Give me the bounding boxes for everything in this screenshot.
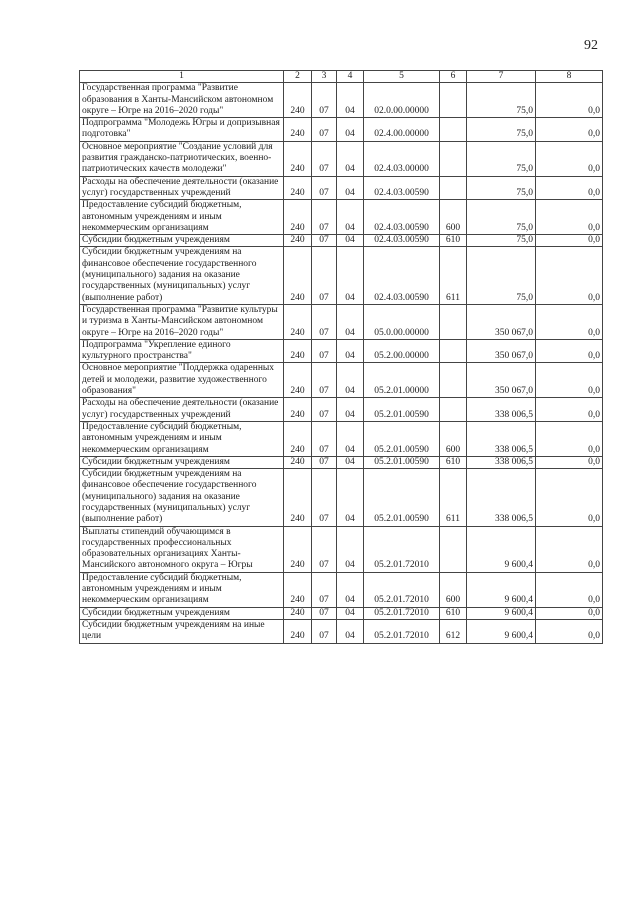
row-col2-cell: 240 — [284, 235, 312, 247]
row-col4-cell: 04 — [337, 398, 364, 422]
row-col4-cell: 04 — [337, 619, 364, 643]
row-col7-cell: 75,0 — [467, 141, 536, 176]
row-col2-cell: 240 — [284, 363, 312, 398]
row-col8-cell: 0,0 — [536, 200, 603, 235]
table-row — [80, 572, 603, 607]
row-name-cell: Субсидии бюджетным учреждениям на финансовое обеспечение государственного (муниципального) задания на оказание государственных (муниципальных) услуг (выполнение работ) — [80, 247, 284, 304]
row-name-cell: Подпрограмма "Молодежь Югры и допризывная подготовка" — [80, 118, 284, 142]
row-col6-cell — [440, 304, 467, 339]
row-name-cell: Предоставление субсидий бюджетным, автономным учреждениям и иным некоммерческим организациям — [80, 200, 284, 235]
table-row — [80, 456, 603, 468]
row-col7-cell: 338 006,5 — [467, 398, 536, 422]
row-col6-cell: 611 — [440, 247, 467, 304]
row-col7-cell: 75,0 — [467, 200, 536, 235]
row-col7-cell: 338 006,5 — [467, 456, 536, 468]
row-col5-cell: 05.2.01.72010 — [364, 607, 440, 619]
table-row — [80, 83, 603, 118]
row-col5-cell: 02.4.00.00000 — [364, 118, 440, 142]
row-col6-cell: 600 — [440, 421, 467, 456]
row-name-cell: Государственная программа "Развитие образования в Ханты-Мансийском автономном округе – Югре на 2016–2020 годы" — [80, 83, 284, 118]
row-col7-cell: 75,0 — [467, 247, 536, 304]
row-col4-cell: 04 — [337, 235, 364, 247]
row-col2-cell: 240 — [284, 398, 312, 422]
row-col7-cell: 9 600,4 — [467, 526, 536, 572]
row-col3-cell: 07 — [312, 200, 337, 235]
row-name-cell: Выплаты стипендий обучающимся в государственных профессиональных образовательных организациях Ханты-Мансийского автономного округа – Югры — [80, 526, 284, 572]
row-col6-cell — [440, 176, 467, 200]
row-col3-cell: 07 — [312, 141, 337, 176]
row-col7-cell: 9 600,4 — [467, 607, 536, 619]
row-col8-cell: 0,0 — [536, 421, 603, 456]
row-col4-cell: 04 — [337, 456, 364, 468]
row-col7-cell: 350 067,0 — [467, 339, 536, 363]
row-name-cell: Расходы на обеспечение деятельности (оказание услуг) государственных учреждений — [80, 176, 284, 200]
row-col4-cell: 04 — [337, 200, 364, 235]
row-col3-cell: 07 — [312, 456, 337, 468]
row-col7-cell: 75,0 — [467, 235, 536, 247]
row-col3-cell: 07 — [312, 118, 337, 142]
row-col7-cell: 75,0 — [467, 83, 536, 118]
row-col4-cell: 04 — [337, 339, 364, 363]
row-col5-cell: 05.2.01.00590 — [364, 421, 440, 456]
row-col8-cell: 0,0 — [536, 339, 603, 363]
row-name-cell: Расходы на обеспечение деятельности (оказание услуг) государственных учреждений — [80, 398, 284, 422]
table-row — [80, 200, 603, 235]
table-row — [80, 141, 603, 176]
budget-table — [79, 70, 603, 644]
column-header: 4 — [337, 71, 364, 83]
row-col5-cell: 05.0.00.00000 — [364, 304, 440, 339]
row-col3-cell: 07 — [312, 398, 337, 422]
row-col2-cell: 240 — [284, 526, 312, 572]
row-col3-cell: 07 — [312, 469, 337, 526]
row-col3-cell: 07 — [312, 363, 337, 398]
row-col7-cell: 75,0 — [467, 118, 536, 142]
row-col3-cell: 07 — [312, 526, 337, 572]
table-row — [80, 118, 603, 142]
row-col8-cell: 0,0 — [536, 607, 603, 619]
row-col2-cell: 240 — [284, 572, 312, 607]
row-col6-cell — [440, 339, 467, 363]
row-col8-cell: 0,0 — [536, 619, 603, 643]
row-col7-cell: 9 600,4 — [467, 619, 536, 643]
row-col3-cell: 07 — [312, 304, 337, 339]
row-col8-cell: 0,0 — [536, 141, 603, 176]
row-col4-cell: 04 — [337, 118, 364, 142]
row-col4-cell: 04 — [337, 176, 364, 200]
row-name-cell: Субсидии бюджетным учреждениям — [80, 607, 284, 619]
table-row — [80, 398, 603, 422]
table-row — [80, 176, 603, 200]
row-col7-cell: 350 067,0 — [467, 363, 536, 398]
column-header: 1 — [80, 71, 284, 83]
table-row — [80, 469, 603, 526]
row-col5-cell: 02.4.03.00590 — [364, 200, 440, 235]
row-col3-cell: 07 — [312, 619, 337, 643]
row-col6-cell — [440, 141, 467, 176]
table-row — [80, 607, 603, 619]
row-col2-cell: 240 — [284, 607, 312, 619]
row-col8-cell: 0,0 — [536, 363, 603, 398]
row-col5-cell: 02.4.03.00590 — [364, 235, 440, 247]
row-col3-cell: 07 — [312, 572, 337, 607]
row-col7-cell: 338 006,5 — [467, 469, 536, 526]
row-col8-cell: 0,0 — [536, 304, 603, 339]
row-col4-cell: 04 — [337, 363, 364, 398]
row-col5-cell: 02.4.03.00590 — [364, 176, 440, 200]
row-col4-cell: 04 — [337, 607, 364, 619]
row-col2-cell: 240 — [284, 83, 312, 118]
row-col2-cell: 240 — [284, 456, 312, 468]
row-col2-cell: 240 — [284, 118, 312, 142]
row-col3-cell: 07 — [312, 607, 337, 619]
column-header: 5 — [364, 71, 440, 83]
row-col6-cell — [440, 83, 467, 118]
column-header: 8 — [536, 71, 603, 83]
row-col8-cell: 0,0 — [536, 235, 603, 247]
row-col5-cell: 02.4.03.00000 — [364, 141, 440, 176]
table-row — [80, 304, 603, 339]
row-col3-cell: 07 — [312, 421, 337, 456]
row-col6-cell: 610 — [440, 456, 467, 468]
row-col8-cell: 0,0 — [536, 572, 603, 607]
row-name-cell: Предоставление субсидий бюджетным, автономным учреждениям и иным некоммерческим организациям — [80, 421, 284, 456]
row-col6-cell: 610 — [440, 607, 467, 619]
row-col8-cell: 0,0 — [536, 247, 603, 304]
table-row — [80, 339, 603, 363]
row-col5-cell: 05.2.01.72010 — [364, 619, 440, 643]
row-col6-cell: 612 — [440, 619, 467, 643]
row-col2-cell: 240 — [284, 141, 312, 176]
row-col6-cell: 600 — [440, 200, 467, 235]
table-row — [80, 526, 603, 572]
row-col8-cell: 0,0 — [536, 83, 603, 118]
row-col4-cell: 04 — [337, 141, 364, 176]
row-col4-cell: 04 — [337, 304, 364, 339]
row-name-cell: Государственная программа "Развитие культуры и туризма в Ханты-Мансийском автономном округе – Югре на 2016–2020 годы" — [80, 304, 284, 339]
row-col4-cell: 04 — [337, 83, 364, 118]
table-body — [80, 83, 603, 643]
row-col2-cell: 240 — [284, 421, 312, 456]
row-name-cell: Подпрограмма "Укрепление единого культурного пространства" — [80, 339, 284, 363]
row-col6-cell: 611 — [440, 469, 467, 526]
row-col5-cell: 05.2.00.00000 — [364, 339, 440, 363]
row-col7-cell: 338 006,5 — [467, 421, 536, 456]
row-col7-cell: 75,0 — [467, 176, 536, 200]
row-name-cell: Субсидии бюджетным учреждениям на финансовое обеспечение государственного (муниципального) задания на оказание государственных (муниципальных) услуг (выполнение работ) — [80, 469, 284, 526]
row-col5-cell: 05.2.01.00590 — [364, 456, 440, 468]
column-header: 6 — [440, 71, 467, 83]
row-name-cell: Предоставление субсидий бюджетным, автономным учреждениям и иным некоммерческим организациям — [80, 572, 284, 607]
row-col2-cell: 240 — [284, 247, 312, 304]
row-col6-cell — [440, 363, 467, 398]
row-col2-cell: 240 — [284, 619, 312, 643]
row-col5-cell: 02.0.00.00000 — [364, 83, 440, 118]
row-col5-cell: 05.2.01.00000 — [364, 363, 440, 398]
row-col5-cell: 05.2.01.00590 — [364, 398, 440, 422]
row-col5-cell: 05.2.01.00590 — [364, 469, 440, 526]
row-col2-cell: 240 — [284, 339, 312, 363]
row-col6-cell — [440, 526, 467, 572]
row-col4-cell: 04 — [337, 469, 364, 526]
column-header: 7 — [467, 71, 536, 83]
row-col8-cell: 0,0 — [536, 469, 603, 526]
row-col3-cell: 07 — [312, 247, 337, 304]
row-col8-cell: 0,0 — [536, 176, 603, 200]
row-col3-cell: 07 — [312, 235, 337, 247]
row-col7-cell: 9 600,4 — [467, 572, 536, 607]
row-col6-cell: 600 — [440, 572, 467, 607]
row-col4-cell: 04 — [337, 247, 364, 304]
row-name-cell: Субсидии бюджетным учреждениям на иные цели — [80, 619, 284, 643]
row-col3-cell: 07 — [312, 176, 337, 200]
page-number: 92 — [584, 38, 598, 53]
row-col4-cell: 04 — [337, 526, 364, 572]
row-col4-cell: 04 — [337, 421, 364, 456]
row-col5-cell: 05.2.01.72010 — [364, 526, 440, 572]
row-col8-cell: 0,0 — [536, 526, 603, 572]
row-col3-cell: 07 — [312, 83, 337, 118]
row-name-cell: Основное мероприятие "Создание условий для развития гражданско-патриотических, военно-патриотических качеств молодежи" — [80, 141, 284, 176]
row-name-cell: Субсидии бюджетным учреждениям — [80, 456, 284, 468]
row-col3-cell: 07 — [312, 339, 337, 363]
row-col2-cell: 240 — [284, 176, 312, 200]
table-row — [80, 421, 603, 456]
table-row — [80, 363, 603, 398]
row-col5-cell: 05.2.01.72010 — [364, 572, 440, 607]
row-col6-cell: 610 — [440, 235, 467, 247]
table-row — [80, 619, 603, 643]
row-name-cell: Субсидии бюджетным учреждениям — [80, 235, 284, 247]
row-col2-cell: 240 — [284, 200, 312, 235]
row-col2-cell: 240 — [284, 469, 312, 526]
row-col7-cell: 350 067,0 — [467, 304, 536, 339]
column-header: 3 — [312, 71, 337, 83]
table-header-row — [80, 71, 603, 83]
row-col4-cell: 04 — [337, 572, 364, 607]
row-col8-cell: 0,0 — [536, 456, 603, 468]
row-col8-cell: 0,0 — [536, 398, 603, 422]
row-col2-cell: 240 — [284, 304, 312, 339]
row-col6-cell — [440, 118, 467, 142]
row-col5-cell: 02.4.03.00590 — [364, 247, 440, 304]
table-row — [80, 247, 603, 304]
column-header: 2 — [284, 71, 312, 83]
row-col6-cell — [440, 398, 467, 422]
row-col8-cell: 0,0 — [536, 118, 603, 142]
row-name-cell: Основное мероприятие "Поддержка одаренных детей и молодежи, развитие художественного образования" — [80, 363, 284, 398]
table-row — [80, 235, 603, 247]
